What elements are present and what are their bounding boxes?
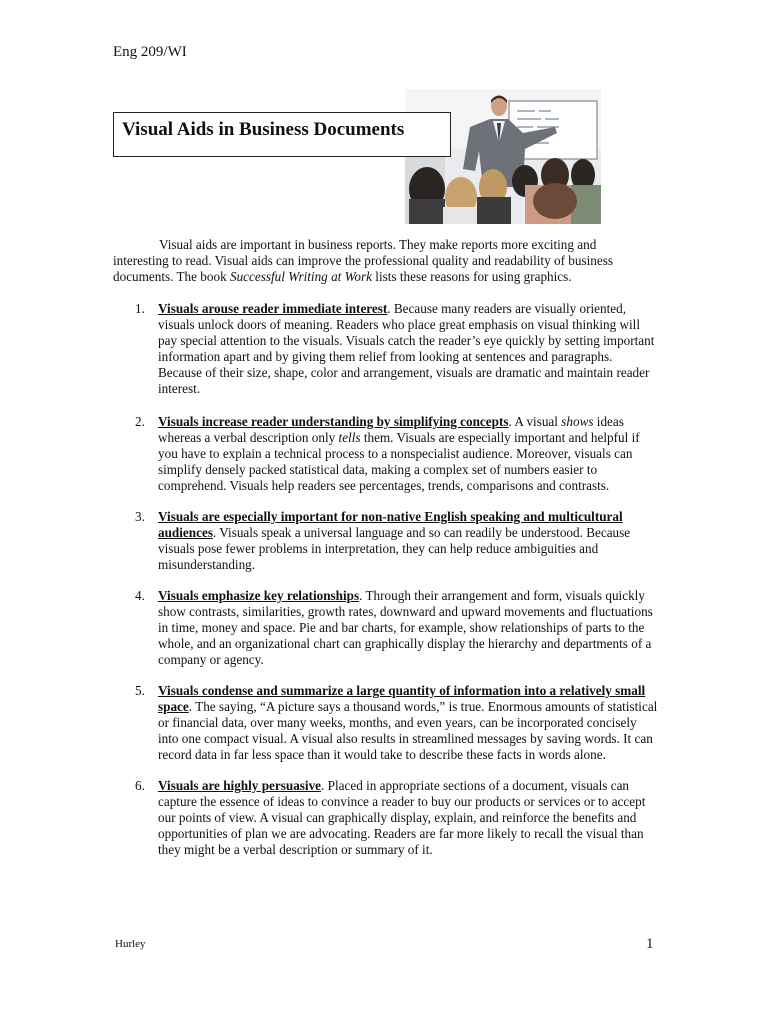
item-number: 2. [135, 414, 145, 429]
list-item [113, 414, 658, 494]
title-box [113, 112, 451, 157]
item-text: . Through their arrangement and form, visuals quickly show contrasts, similarities, growth rates, downward and upward movements and fluctuations in time, money and space. Pie and bar charts, for example, show relationships of parts to the whole, and an organizational chart can graphically display the hierarchy and departments of a company or agency. [158, 588, 653, 667]
intro-text-part1: Visual aids are important in business reports. They make reports more exciting and interesting to read. Visual aids can improve the professional quality and readability of business documents. The book [113, 237, 613, 284]
intro-text-part2: lists these reasons for using graphics. [371, 269, 572, 284]
item-text: . Because many readers are visually oriented, visuals unlock doors of meaning. Readers who place great emphasis on visual thinking will pay special attention to the visuals. Visuals catch the reader’s eye quickly by setting important information apart and by giving them relief from looking at sentences and paragraphs. Because of their size, shape, color and arrangement, visuals are dramatic and maintain reader interest. [158, 301, 655, 396]
item-number: 1. [135, 301, 145, 316]
item-emphasis: shows [561, 414, 594, 429]
item-text: . Visuals speak a universal language and so can readily be understood. Because visuals pose fewer problems in interpretation, they can help reduce ambiguities and misunderstanding. [158, 525, 631, 572]
item-lead: Visuals are especially important for non-native English speaking and multicultural audiences [158, 509, 623, 540]
item-lead: Visuals condense and summarize a large quantity of information into a relatively small space [158, 683, 646, 714]
item-lead: Visuals arouse reader immediate interest [158, 301, 388, 316]
item-text: ideas whereas a verbal description only [158, 414, 624, 445]
item-text: . The saying, “A picture says a thousand words,” is true. Enormous amounts of statistical or financial data, over many weeks, months, and even years, can be incorporated concisely into one compact visual. A visual also results in streamlined messages by saving words. It can record data in far less space than it would take to describe these facts in words alone. [158, 699, 658, 762]
course-code: Eng 209/WI [113, 44, 187, 60]
item-number: 5. [135, 683, 145, 698]
item-number: 6. [135, 778, 145, 793]
item-text: . A visual [508, 414, 562, 429]
item-lead: Visuals emphasize key relationships [158, 588, 360, 603]
item-number: 4. [135, 588, 145, 603]
page-number: 1 [646, 936, 654, 952]
list-item [113, 588, 658, 668]
list-item [113, 778, 658, 858]
item-text: them. Visuals are especially important and helpful if you have to explain a technical process to a nonspecialist audience. Moreover, visuals can simplify densely packed statistical data, making a complex set of numbers easier to comprehend. Visuals help readers see percentages, trends, comparisons and contrasts. [158, 430, 640, 493]
item-lead: Visuals are highly persuasive [158, 778, 322, 793]
book-title: Successful Writing at Work [229, 269, 372, 284]
page-title: Visual Aids in Business Documents [122, 119, 405, 140]
intro-paragraph [113, 237, 638, 285]
list-item [113, 683, 658, 763]
list-item [113, 509, 658, 573]
list-item [113, 301, 658, 397]
reasons-list [113, 301, 658, 858]
item-emphasis: tells [338, 430, 361, 445]
item-lead: Visuals increase reader understanding by simplifying concepts [158, 414, 509, 429]
item-number: 3. [135, 509, 145, 524]
footer-author: Hurley [115, 938, 146, 950]
item-text: . Placed in appropriate sections of a document, visuals can capture the essence of ideas to convince a reader to buy our products or services or to accept our points of view. A visual can graphically display, explain, and reinforce the benefits and opportunities of plan we are advocating. Readers are far more likely to recall the visual than they might be a verbal description or summary of it. [158, 778, 646, 857]
